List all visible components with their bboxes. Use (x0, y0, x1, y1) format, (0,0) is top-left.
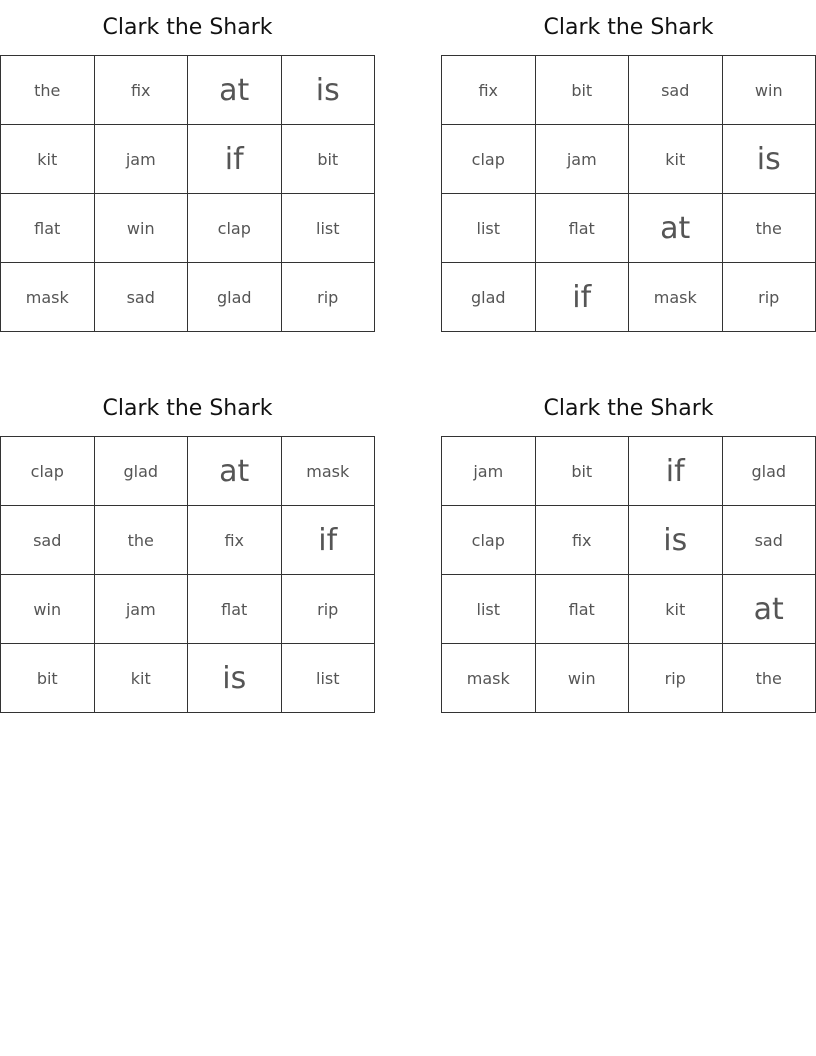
grid-cell: mask (281, 437, 375, 506)
grid-cell: clap (442, 125, 536, 194)
grid-cell: if (188, 125, 282, 194)
grid-cell: clap (188, 194, 282, 263)
card-title: Clark the Shark (102, 15, 273, 40)
grid-cell: is (281, 56, 375, 125)
grid-row (1, 437, 375, 506)
grid-cell: flat (188, 575, 282, 644)
grid-row (442, 194, 816, 263)
grid-cell: fix (442, 56, 536, 125)
grid-cell: win (1, 575, 95, 644)
grid-cell: win (722, 56, 816, 125)
grid-cell: kit (629, 125, 723, 194)
grid-cell: bit (1, 644, 95, 713)
grid-cell: glad (722, 437, 816, 506)
grid-cell: sad (94, 263, 188, 332)
grid-row (442, 56, 816, 125)
grid-row (442, 506, 816, 575)
grid-cell: sad (629, 56, 723, 125)
grid-cell: the (722, 194, 816, 263)
grid-cell: the (1, 56, 95, 125)
grid-cell: if (535, 263, 629, 332)
grid-cell: bit (535, 56, 629, 125)
grid-cell: list (281, 644, 375, 713)
grid-cell: jam (94, 125, 188, 194)
grid-cell: glad (94, 437, 188, 506)
grid-row (1, 56, 375, 125)
grid-cell: at (188, 437, 282, 506)
bingo-grid (0, 55, 375, 332)
grid-cell: glad (442, 263, 536, 332)
grid-cell: is (722, 125, 816, 194)
grid-row (1, 194, 375, 263)
grid-cell: if (281, 506, 375, 575)
grid-cell: list (442, 194, 536, 263)
grid-cell: mask (629, 263, 723, 332)
grid-row (1, 575, 375, 644)
grid-cell: rip (722, 263, 816, 332)
grid-cell: clap (442, 506, 536, 575)
grid-row (442, 437, 816, 506)
grid-row (442, 263, 816, 332)
grid-cell: is (188, 644, 282, 713)
grid-cell: sad (722, 506, 816, 575)
grid-cell: at (722, 575, 816, 644)
bingo-card-3 (0, 381, 375, 713)
grid-cell: flat (1, 194, 95, 263)
grid-row (442, 644, 816, 713)
grid-cell: at (629, 194, 723, 263)
grid-cell: rip (281, 575, 375, 644)
grid-cell: kit (629, 575, 723, 644)
grid-row (1, 644, 375, 713)
grid-cell: is (629, 506, 723, 575)
grid-cell: jam (94, 575, 188, 644)
grid-cell: bit (535, 437, 629, 506)
card-title: Clark the Shark (543, 15, 714, 40)
bingo-grid (0, 436, 375, 713)
grid-cell: the (722, 644, 816, 713)
card-title: Clark the Shark (102, 396, 273, 421)
grid-cell: bit (281, 125, 375, 194)
grid-cell: the (94, 506, 188, 575)
grid-cell: fix (94, 56, 188, 125)
grid-cell: flat (535, 194, 629, 263)
grid-cell: jam (535, 125, 629, 194)
bingo-grid (441, 55, 816, 332)
grid-cell: mask (1, 263, 95, 332)
grid-cell: kit (94, 644, 188, 713)
grid-cell: list (281, 194, 375, 263)
grid-cell: flat (535, 575, 629, 644)
grid-cell: sad (1, 506, 95, 575)
grid-cell: fix (535, 506, 629, 575)
bingo-grid (441, 436, 816, 713)
grid-cell: win (535, 644, 629, 713)
grid-cell: rip (281, 263, 375, 332)
grid-row (1, 506, 375, 575)
grid-cell: list (442, 575, 536, 644)
grid-cell: jam (442, 437, 536, 506)
bingo-card-4 (441, 381, 816, 713)
grid-cell: mask (442, 644, 536, 713)
card-title: Clark the Shark (543, 396, 714, 421)
bingo-card-1 (0, 0, 375, 332)
grid-row (442, 575, 816, 644)
bingo-card-2 (441, 0, 816, 332)
grid-cell: if (629, 437, 723, 506)
grid-cell: win (94, 194, 188, 263)
grid-cell: at (188, 56, 282, 125)
grid-cell: glad (188, 263, 282, 332)
grid-row (1, 263, 375, 332)
grid-row (1, 125, 375, 194)
grid-row (442, 125, 816, 194)
grid-cell: rip (629, 644, 723, 713)
grid-cell: clap (1, 437, 95, 506)
grid-cell: kit (1, 125, 95, 194)
grid-cell: fix (188, 506, 282, 575)
